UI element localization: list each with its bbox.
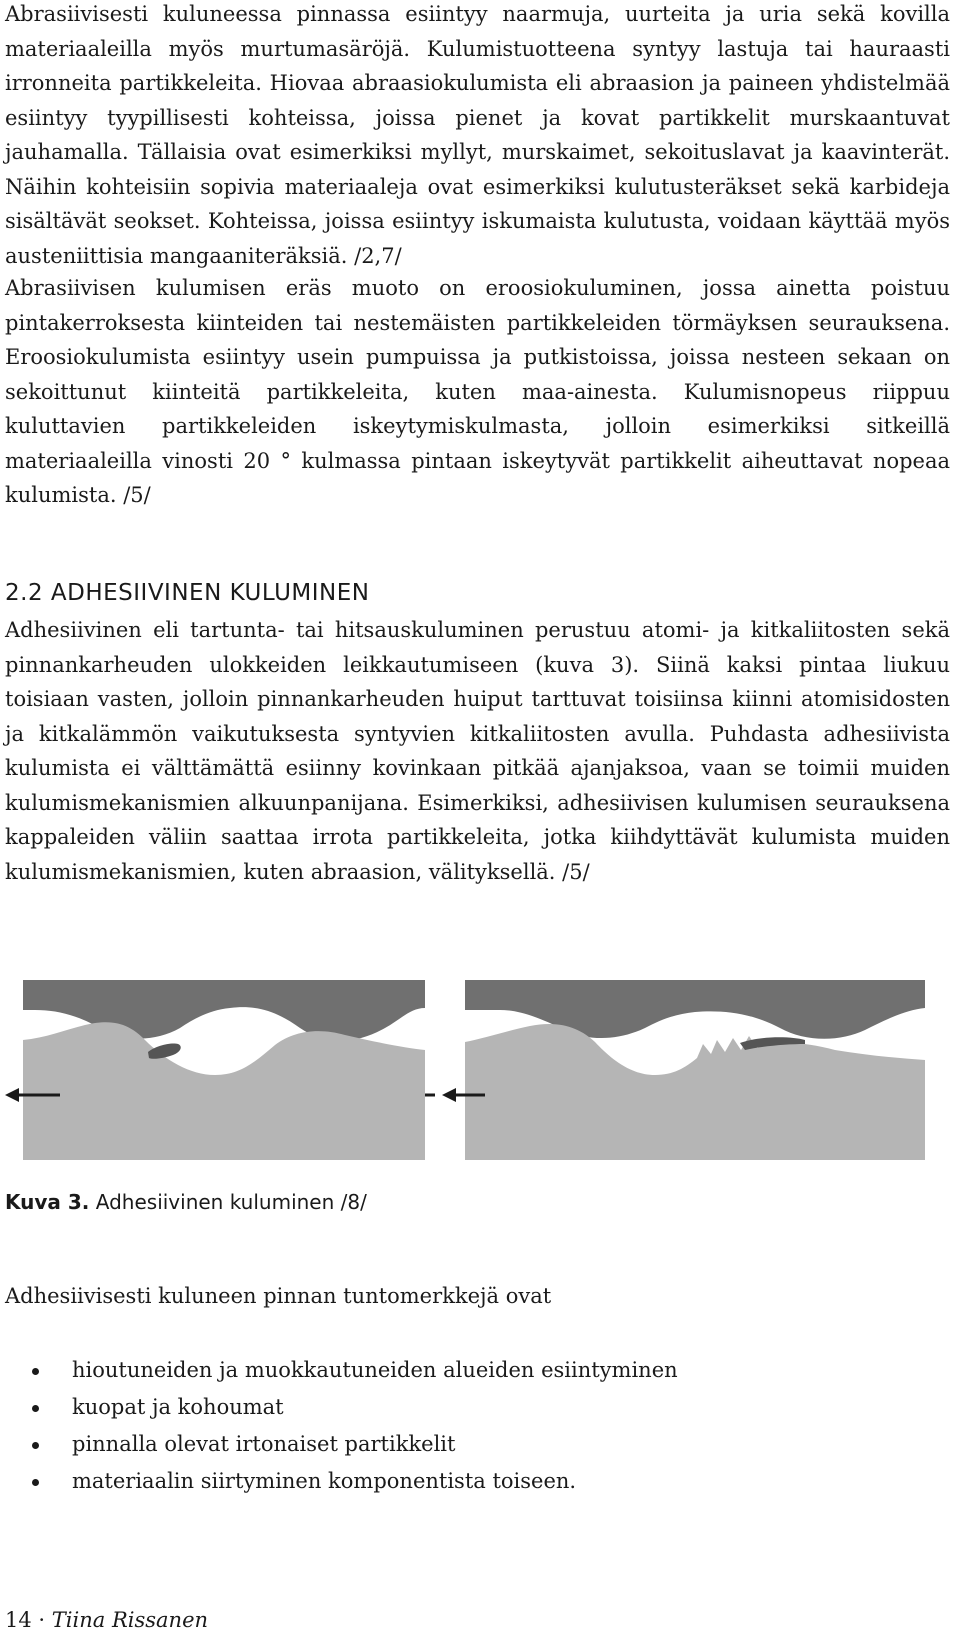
caption-label: Kuva 3. bbox=[5, 1190, 90, 1214]
figure-caption bbox=[5, 1190, 367, 1214]
list-item bbox=[0, 1463, 678, 1500]
figure-panel-left bbox=[5, 980, 435, 1160]
list-item bbox=[0, 1352, 678, 1389]
paragraph-text: Abrasiivisen kulumisen eräs muoto on eroosiokuluminen, jossa ainetta poistuu pintakerroksesta kiinteiden tai nestemäisten partikkeleiden törmäyksen seurauksena. Eroosiokulumista esiintyy usein pumpuissa ja putkistoissa, joissa nesteen sekaan on sekoittunut kiinteitä partikkeleita, kuten maa-ainesta. Kulumisnopeus riippuu kuluttavien partikkeleiden iskeytymiskulmasta, jolloin esimerkiksi sitkeillä materiaaleilla vinosti 20 ° kulmassa pintaan iskeytyvät partikkelit aiheuttavat nopeaa kulumista. /5/ bbox=[5, 276, 950, 507]
author-name: Tiina Rissanen bbox=[51, 1608, 209, 1632]
section-heading: 2.2 ADHESIIVINEN KULUMINEN bbox=[5, 580, 370, 606]
list-item-text: materiaalin siirtyminen komponentista toiseen. bbox=[72, 1469, 577, 1493]
bullet-icon bbox=[32, 1479, 39, 1486]
paragraph-erosion-wear bbox=[5, 271, 950, 513]
arrow-left-icon bbox=[442, 1088, 456, 1102]
feature-list bbox=[0, 1352, 678, 1500]
arrow-left-icon bbox=[5, 1088, 19, 1102]
lower-body bbox=[465, 1024, 925, 1160]
list-item bbox=[0, 1389, 678, 1426]
paragraph-text: Abrasiivisesti kuluneessa pinnassa esiintyy naarmuja, uurteita ja uria sekä kovilla materiaaleilla myös murtumasäröjä. Kulumistuotteena syntyy lastuja tai hauraasti irronneita partikkeleita. Hiovaa abraasiokulumista eli abraasion ja paineen yhdistelmää esiintyy tyypillisesti kohteissa, joissa pienet ja kovat partikkelit murskaantuvat jauhamalla. Tällaisia ovat esimerkiksi myllyt, murskaimet, sekoituslavat ja kaavinterät. Näihin kohteisiin sopivia materiaaleja ovat esimerkiksi kulutusteräkset sekä karbideja sisältävät seokset. Kohteissa, joissa esiintyy iskumaista kulutusta, voidaan käyttää myös austeniittisia mangaaniteräksiä. /2,7/ bbox=[5, 2, 950, 268]
list-item-text: kuopat ja kohoumat bbox=[72, 1395, 284, 1419]
paragraph-adhesive-wear bbox=[5, 613, 950, 889]
bullet-icon bbox=[32, 1368, 39, 1375]
list-item bbox=[0, 1426, 678, 1463]
page-footer bbox=[5, 1608, 208, 1632]
footer-separator: · bbox=[38, 1608, 46, 1632]
paragraph-text: Adhesiivinen eli tartunta- tai hitsauskuluminen perustuu atomi- ja kitkaliitosten sekä pinnankarheuden ulokkeiden leikkautumiseen (kuva 3). Siinä kaksi pintaa liukuu toisiaan vasten, jolloin pinnankarheuden huiput tarttuvat toisiinsa kiinni atomisidosten ja kitkalämmön vaikutuksesta syntyvien kitkaliitosten avulla. Puhdasta adhesiivista kulumista ei välttämättä esiinny kovinkaan pitkää ajanjaksoa, vaan se toimii muiden kulumismekanismien alkuunpanijana. Esimerkiksi, adhesiivisen kulumisen seurauksena kappaleiden väliin saattaa irrota partikkeleita, jotka kiihdyttävät kulumista muiden kulumismekanismien, kuten abraasion, välityksellä. /5/ bbox=[5, 618, 950, 884]
adhesive-wear-figure bbox=[5, 980, 945, 1165]
list-intro: Adhesiivisesti kuluneen pinnan tuntomerkkejä ovat bbox=[5, 1284, 552, 1308]
wear-particle bbox=[148, 1043, 181, 1058]
page-number: 14 bbox=[5, 1608, 32, 1632]
bullet-icon bbox=[32, 1405, 39, 1412]
lower-body bbox=[23, 1022, 425, 1160]
caption-text: Adhesiivinen kuluminen /8/ bbox=[95, 1190, 367, 1214]
list-item-text: hioutuneiden ja muokkautuneiden alueiden esiintyminen bbox=[72, 1358, 678, 1382]
figure-panel-right bbox=[442, 980, 925, 1160]
bullet-icon bbox=[32, 1442, 39, 1449]
paragraph-abrasive-wear bbox=[5, 0, 950, 273]
list-item-text: pinnalla olevat irtonaiset partikkelit bbox=[72, 1432, 456, 1456]
